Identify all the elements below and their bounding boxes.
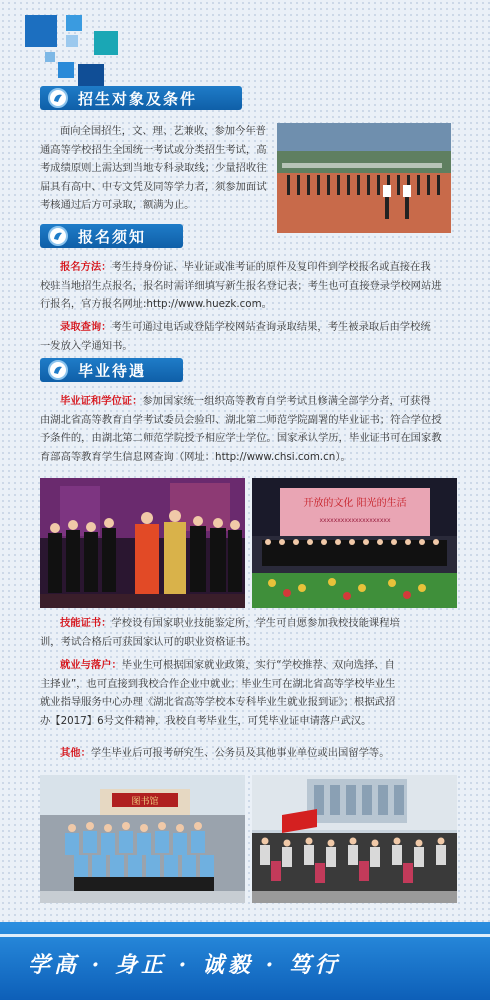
label-certificates: 毕业证和学位证： xyxy=(60,395,143,407)
section-header-registration xyxy=(40,224,183,248)
school-motto: 学高 · 身正 · 诚毅 · 笃行 xyxy=(28,952,341,978)
skill-certificate: 技能证书：学校设有国家职业技能鉴定所，学生可自愿参加我校技能课程培 训，考试合格后可获国家认可的职业资格证书。 xyxy=(40,617,400,648)
education-emblem-icon xyxy=(48,360,68,380)
section-header-admission xyxy=(40,86,242,110)
photo-campus-crowd xyxy=(252,775,457,903)
section-title: 招生对象及条件 xyxy=(78,89,198,108)
photo-stage-group xyxy=(252,478,457,608)
photo-students-library xyxy=(40,775,245,903)
section-header-graduation xyxy=(40,358,183,382)
education-emblem-icon xyxy=(48,226,68,246)
footer-stripe xyxy=(0,934,490,937)
label-employment: 就业与落户： xyxy=(60,659,122,671)
label-skill: 技能证书： xyxy=(60,617,112,629)
graduation-certificates: 毕业证和学位证：参加国家统一组织高等教育自学考试且修满全部学分者，可获得 由湖北省高等教育自学考试委员会验印、湖北第二师范学院副署的毕业证书；符合学位授 予条件的，由湖北第二师范学院授予相应学士学位。国家承认学历，毕业证书可在国家教 育部高等教育学生信息网查询（网址：http://www.chsi.com.cn）。 xyxy=(40,395,442,463)
employment-residence: 就业与落户：毕业生可根据国家就业政策，实行“学校推荐、双向选择、自 主择业”，也可直接到我校合作企业中就业；毕业生可在湖北省高等学校毕业生 就业指导服务中心办理《湖北省高等学校本专科毕业生就业报到证》；根据武招 办【2017】6号文件精神，我校自考毕业生，可凭毕业证申请落户武汉。 xyxy=(40,659,396,727)
admission-query: 录取查询：考生可通过电话或登陆学校网站查询录取结果，考生被录取后由学校统 一发放入学通知书。 xyxy=(40,321,431,352)
registration-method: 报名方法：考生持身份证、毕业证或准考证的原件及复印件到学校报名或直接在我 校驻当地招生点报名，报名时需详细填写新生报名登记表；考生也可直接登录学校网站进 行报名，官方报名网址:http://www.huezk.com。 xyxy=(40,261,442,311)
other-options: 其他：学生毕业后可报考研究生、公务员及其他事业单位或出国留学等。 xyxy=(60,747,390,759)
education-emblem-icon xyxy=(48,88,68,108)
label-method: 报名方法： xyxy=(60,261,112,273)
photo-graduation-ceremony xyxy=(40,478,245,608)
stage-banner-subtext: xxxxxxxxxxxxxxxxxxxx xyxy=(319,517,391,524)
admission-text: 面向全国招生，文、理、艺兼收，参加今年普 通高等学校招生全国统一考试或分类招生考试，高 考成绩原则上需达到当地专科录取线；少量招收往 届具有高中、中专文凭及同等学力者，须参加面试 考核通过后方可录取，额满为止。 xyxy=(40,125,267,212)
label-other: 其他： xyxy=(60,747,91,759)
section-title: 毕业待遇 xyxy=(78,361,147,380)
photo-marching-students xyxy=(277,123,451,233)
building-sign: 图书馆 xyxy=(131,797,159,807)
label-query: 录取查询： xyxy=(60,321,112,333)
stage-banner-text: 开放的文化 阳光的生活 xyxy=(303,498,407,509)
section-title: 报名须知 xyxy=(78,227,147,246)
